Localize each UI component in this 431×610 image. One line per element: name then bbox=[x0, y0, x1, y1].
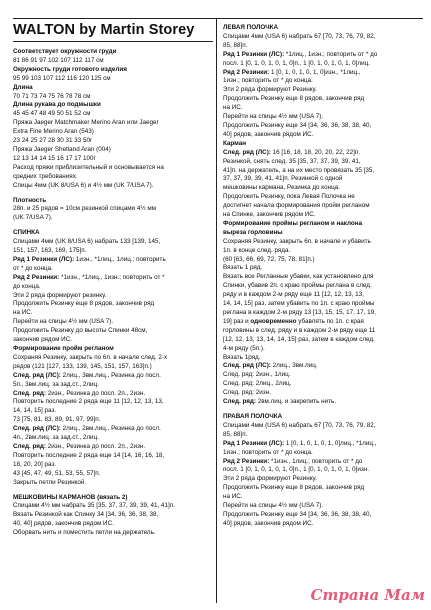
text-line: 40] рядов, закончив рядом ИС. bbox=[223, 519, 314, 527]
text-line: Продолжить Резинку до высоты Спинки 48см, bbox=[13, 327, 148, 335]
text-line: Закрыть петли Резинкой. bbox=[13, 478, 87, 486]
text-line: Вязать все Регланные убавки, как установлено для bbox=[223, 273, 374, 281]
text-line: достигнет начала формирования пройм регланом bbox=[223, 202, 370, 210]
text-line: на ИС. bbox=[13, 309, 33, 317]
text-line: Продолжить Резинку еще 8 рядов, закончив ряд bbox=[223, 95, 365, 103]
text-line: 81 86 91 97 102 107 112 117 см bbox=[13, 56, 104, 64]
text-line: 40, 40] рядов, закончив рядом ИС. bbox=[13, 520, 114, 528]
text-line: Эти 2 ряда формируют резинку. bbox=[13, 291, 107, 299]
text-line: посл. 1 [0, 1, 0, 1, 0, 1, 0]п., 1 [0, 1, 0, 1, 0, 1, 0]изн. bbox=[223, 466, 370, 474]
text-line: Спицами 4мм (USA 6) набрать 67 [70, 73, 76, 79, 82, bbox=[223, 421, 376, 429]
text-line: [12, 12, 13, 13, 14, 14, 15] раз, затем в каждом след. bbox=[223, 335, 375, 343]
text-line: Ряд 1 Резинки (ЛС): 1изн., *1лиц., 1лиц.; повторить bbox=[13, 255, 166, 263]
text-line: 70 71 73 74 75 76 78 78 см bbox=[13, 92, 91, 100]
section-heading: СПИНКА bbox=[13, 229, 40, 237]
section-heading: выреза горловины bbox=[223, 228, 283, 236]
text-line: Спицы 4мм (UK 8/USA 6) и 4½ мм (UK 7/USA 7). bbox=[13, 181, 154, 189]
page-title: WALTON by Martin Storey bbox=[13, 22, 195, 38]
text-line: 41]п. на держатель, а на их место провязать 35 [35, bbox=[223, 166, 375, 174]
text-line: мешковины кармана, Резинка до конца. bbox=[223, 184, 340, 192]
text-line: (UK 7/USA 7). bbox=[13, 214, 53, 222]
text-line: на ИС. bbox=[223, 104, 243, 112]
section-heading: Длина bbox=[13, 83, 33, 91]
text-line: горловины в след. ряду и в каждом 2-м ряду еще 11 bbox=[223, 326, 376, 334]
section-heading: Соответствует окружности груди bbox=[13, 48, 117, 55]
text-line: 1изн.; повторить от * до конца. bbox=[223, 448, 313, 456]
text-line: 40] рядов, закончив рядом ИС. bbox=[223, 130, 314, 138]
text-line: 37, 37, 39, 39, 41, 41]п. Резинкой с одной bbox=[223, 175, 343, 183]
text-line: Пряжа Jaeger Matchmaker Merino Aran или Jaeger bbox=[13, 119, 159, 127]
text-line: (60 [63, 66, 69, 72, 75, 78, 81]п.) bbox=[223, 255, 315, 263]
text-line: Спицами 4мм (UK 8/USA 6) набрать 133 [139, 145, bbox=[13, 238, 161, 246]
text-line: рядов (121 [127, 133, 139, 145, 151, 157, 163]п.) bbox=[13, 362, 152, 370]
text-line: Повторить последние 2 ряда еще 14 [14, 16, 16, 18, bbox=[13, 451, 165, 459]
text-line: Спинки, убавив 2п. с краю проймы реглана в след. bbox=[223, 282, 372, 290]
text-line: Вязать 1 ряд. bbox=[223, 264, 263, 272]
text-line: 28п. и 25 рядов = 10см резинкой спицами 4½ мм bbox=[13, 205, 156, 213]
text-line: на ИС. bbox=[223, 493, 243, 501]
text-line: След. ряд: 2изн. bbox=[223, 389, 271, 397]
text-line: След. ряд (ЛС): 2лиц., 3вм.лиц., Резинка до посл. bbox=[13, 371, 161, 379]
text-line: Спицами 4мм (USA 6) набрать 67 [70, 73, 76, 79, 82, bbox=[223, 32, 376, 40]
text-line: Перейти на спицы 4½ мм (USA 7). bbox=[223, 113, 324, 121]
text-line: 18, 20, 20] раз. bbox=[13, 460, 57, 468]
text-line: до конца. bbox=[13, 282, 41, 290]
text-line: Сохраняя Резинку, закрыть 6п. в начале и убавить bbox=[223, 237, 371, 245]
text-line: След. ряд: 2изн., 1лиц. bbox=[223, 371, 291, 379]
text-line: След. ряд: 2изн., Резинка до посл. 2п., 2изн. bbox=[13, 442, 146, 450]
section-heading: Формирование проймы регланом и наклона bbox=[223, 219, 363, 227]
text-line: 95 99 103 107 112 116 120 125 см bbox=[13, 74, 111, 82]
text-line: Эти 2 ряда формируют Резинку. bbox=[223, 86, 317, 94]
text-line: Продолжить Резинку еще 8 рядов, закончив ряд bbox=[223, 484, 365, 492]
text-line: 151, 157, 163, 169, 175]п. bbox=[13, 247, 87, 255]
text-line: 1п. в конце след. ряда. bbox=[223, 246, 291, 254]
section-heading: ПРАВАЯ ПОЛОЧКА bbox=[223, 412, 283, 420]
text-line: 4-м ряду (5п.). bbox=[223, 344, 265, 352]
text-line: посл. 1 [0, 1, 0, 1, 0, 1, 0]п., 1 [0, 1, 0, 1, 0, 1, 0]лиц. bbox=[223, 59, 370, 67]
section-heading: Карман bbox=[223, 139, 247, 147]
text-line: Продолжить Резинку, пока Левая Полочка не bbox=[223, 193, 355, 201]
text-line: Эти 2 ряда формируют Резинку. bbox=[223, 475, 317, 483]
text-line: Перейти на спицы 4½ мм (USA 7). bbox=[13, 318, 114, 326]
text-line: 14, 14, 15] раз. bbox=[13, 407, 57, 415]
text-line: 5п., 3вм.лиц. за зад.ст., 2лиц. bbox=[13, 380, 99, 388]
text-line: от * до конца. bbox=[13, 264, 53, 272]
text-line: ряду и в каждом 2-м ряду еще 11 [12, 12, 13, 13, bbox=[223, 291, 364, 299]
text-line: След. ряд: 2изн., Резинка до посл. 2п., 2изн. bbox=[13, 389, 146, 397]
text-line: След. ряд: 2лиц., 2лиц. bbox=[223, 380, 292, 388]
text-line: Вязать 1ряд. bbox=[223, 353, 261, 361]
text-line: реглана в каждом 2-м ряду 13 [13, 15, 15, 17, 17, 19, bbox=[223, 309, 376, 316]
text-line: Резинкой, снять след. 35 [35, 37, 37, 39, 39, 41, bbox=[223, 157, 361, 165]
section-heading: ЛЕВАЯ ПОЛОЧКА bbox=[223, 24, 279, 31]
text-line: Вязать Резинкой как Спинку 34 [34, 36, 36, 38, 38, bbox=[13, 511, 159, 519]
text-line: 23 24 25 27 28 30 31 33 50г bbox=[13, 137, 93, 145]
text-line: След. ряд (ЛС): 2лиц., 2вм.лиц., Резинка до посл. bbox=[13, 425, 161, 433]
text-line: След. ряд: 2вм.лиц. и закрепить нить. bbox=[223, 398, 337, 406]
text-line: 14, 14, 15] раз, затем убавить по 1п. с краю проймы bbox=[223, 300, 375, 308]
text-line: Extra Fine Merino Aran (543) bbox=[13, 128, 94, 136]
right-column bbox=[223, 24, 423, 529]
title-rule bbox=[13, 41, 213, 42]
text-line: След. ряд (ЛС): 2лиц., 3вм.лиц. bbox=[223, 362, 318, 370]
text-line: Продолжить Резинку еще 34 [34, 36, 36, 38, 38, 40, bbox=[223, 510, 372, 518]
text-line: 4п., 2вм.лиц. за зад.ст., 2лиц. bbox=[13, 434, 99, 442]
text-line: Расход пряжи приблизительный и основывается на bbox=[13, 163, 164, 171]
text-line: 43 [45, 47, 49, 51, 53, 55, 57]п. bbox=[13, 469, 101, 477]
text-line: 85, 88]п. bbox=[223, 430, 248, 438]
section-heading: МЕШКОВИНЫ КАРМАНОВ (вязать 2) bbox=[13, 493, 128, 501]
section-heading: Плотность bbox=[13, 196, 47, 204]
text-line: Сохраняя Резинку, закрыть по 6п. в начале след. 2-х bbox=[13, 353, 168, 361]
text-line: Продолжить Резинку еще 34 [34, 36, 36, 38, 38, 40, bbox=[223, 121, 372, 129]
text-line: Ряд 1 Резинки (ЛС): 1 [0, 1, 0, 1, 0, 1, 0]лиц., *1лиц., bbox=[223, 439, 377, 447]
text-line: Продолжить Резинку еще 8 рядов, закончив ряд bbox=[13, 300, 155, 308]
text-line: Пряжа Jaeger Shetland Aran (004) bbox=[13, 145, 111, 153]
text-line: средних требованиях. bbox=[13, 172, 78, 180]
right-text-block bbox=[223, 24, 423, 529]
text-line: Перейти на спицы 4½ мм (USA 7). bbox=[223, 502, 324, 510]
section-heading: Окружность груди готового изделия bbox=[13, 65, 127, 73]
text-line: 12 13 14 14 15 16 17 17 100г bbox=[13, 154, 96, 162]
text-line: Ряд 2 Резинки: *1изн., *1лиц., 1изн.; повторить от * bbox=[13, 273, 165, 281]
text-line: на Спинке, закончив рядом ИС. bbox=[223, 211, 316, 219]
text-line: 19] раз и одновременно убавлять по 1п. с края bbox=[223, 317, 364, 325]
column-divider bbox=[216, 18, 217, 603]
text-line: Повторить последние 2 ряда еще 11 [12, 12, 13, 13, bbox=[13, 398, 164, 406]
section-heading: Длина рукава до подмышки bbox=[13, 101, 101, 109]
left-text-block bbox=[13, 48, 213, 538]
text-line: закончив рядом ИС. bbox=[13, 336, 73, 344]
text-line: Оборвать нить и поместить петли на держатель. bbox=[13, 529, 156, 537]
text-line: Спицами 4½ мм набрать 35 [35, 37, 37, 39, 39, 41, 41]п. bbox=[13, 502, 175, 510]
text-line: 73 [75, 81, 83, 89, 91, 97, 99]п. bbox=[13, 416, 101, 424]
text-line: Ряд 1 Резинки (ЛС): *1лиц., 1изн.; повторить от * до bbox=[223, 50, 378, 58]
left-column bbox=[13, 0, 213, 538]
text-line: 45 45 47 48 49 50 51 52 см bbox=[13, 110, 91, 118]
section-heading: Формирование пройм регланом bbox=[13, 345, 114, 352]
text-line: След. ряд (ЛС): 16 [16, 18, 18, 20, 20, 22, 22]п. bbox=[223, 148, 361, 156]
text-line: Ряд 2 Резинки: *1изн., 1лиц.; повторить от * до bbox=[223, 457, 363, 465]
text-line: 85, 88]п. bbox=[223, 41, 248, 49]
text-line: 1изн.; повторить от * до конца. bbox=[223, 77, 313, 85]
watermark-logo: Страна Мам bbox=[310, 586, 425, 604]
text-line: Ряд 2 Резинки: 1 [0, 1, 0, 1, 0, 1, 0]изн., *1лиц., bbox=[223, 68, 361, 76]
